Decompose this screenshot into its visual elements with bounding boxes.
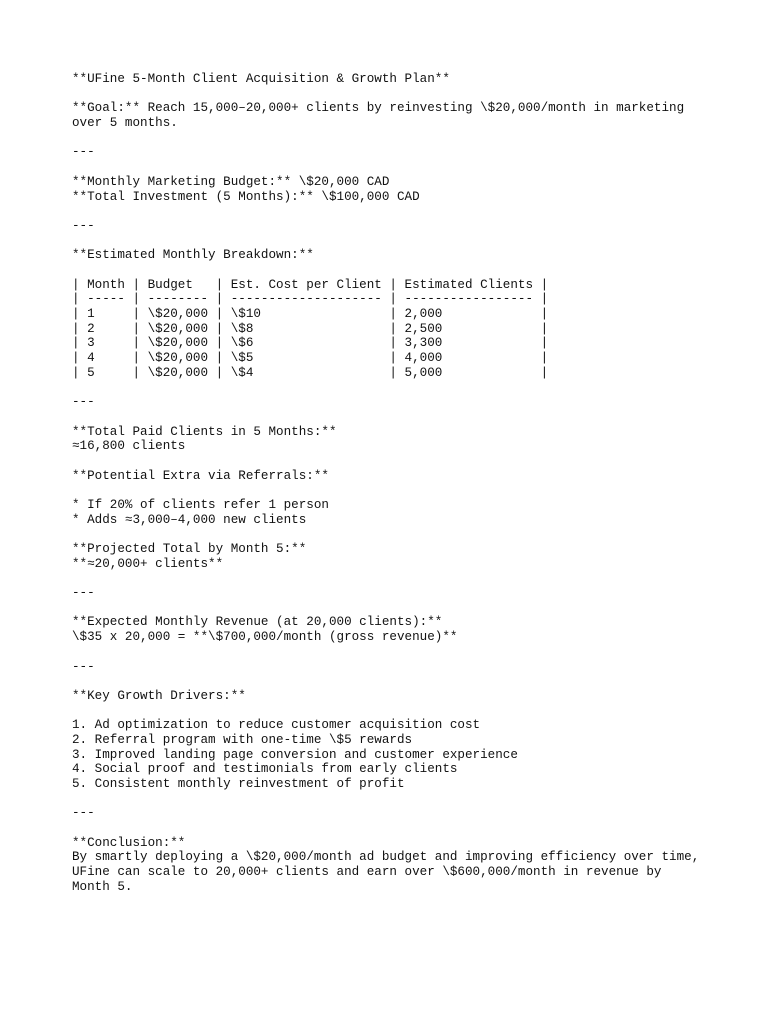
investment-line: **Total Investment (5 Months):** \$100,000 CAD xyxy=(72,189,420,204)
revenue-heading: **Expected Monthly Revenue (at 20,000 clients):** xyxy=(72,615,443,630)
spacer xyxy=(72,204,752,219)
revenue-value: \$35 x 20,000 = **\$700,000/month (gross revenue)** xyxy=(72,630,458,645)
budget-line: **Monthly Marketing Budget:** \$20,000 CAD xyxy=(72,174,390,189)
spacer xyxy=(72,87,752,102)
table-row: | 4 | \$20,000 | \$5 | 4,000 | xyxy=(72,351,549,366)
spacer xyxy=(72,454,752,469)
goal-line: **Goal:** Reach 15,000–20,000+ clients by reinvesting \$20,000/month in marketing xyxy=(72,101,685,116)
table-row: | 2 | \$20,000 | \$8 | 2,500 | xyxy=(72,321,549,336)
spacer xyxy=(72,601,752,616)
separator: --- xyxy=(72,806,95,821)
conclusion-line: By smartly deploying a \$20,000/month ad budget and improving efficiency over time, xyxy=(72,850,700,865)
document-title: **UFine 5-Month Client Acquisition & Growth Plan** xyxy=(72,72,450,86)
spacer xyxy=(72,674,752,689)
spacer xyxy=(72,234,752,249)
spacer xyxy=(72,527,752,542)
separator: --- xyxy=(72,218,95,233)
projected-value: **≈20,000+ clients** xyxy=(72,556,224,571)
spacer xyxy=(72,131,752,146)
conclusion-heading: **Conclusion:** xyxy=(72,835,186,850)
separator: --- xyxy=(72,395,95,410)
separator: --- xyxy=(72,659,95,674)
breakdown-table xyxy=(72,278,752,381)
list-item: 4. Social proof and testimonials from early clients xyxy=(72,762,458,777)
table-row: | ----- | -------- | -------------------- | ----------------- | xyxy=(72,292,549,307)
spacer xyxy=(72,792,752,807)
separator: --- xyxy=(72,586,95,601)
spacer xyxy=(72,704,752,719)
spacer xyxy=(72,483,752,498)
spacer xyxy=(72,263,752,278)
list-item: 1. Ad optimization to reduce customer acquisition cost xyxy=(72,718,481,733)
breakdown-heading: **Estimated Monthly Breakdown:** xyxy=(72,248,314,263)
document-page xyxy=(72,72,752,895)
separator: --- xyxy=(72,145,95,160)
spacer xyxy=(72,645,752,660)
projected-heading: **Projected Total by Month 5:** xyxy=(72,542,307,556)
spacer xyxy=(72,380,752,395)
conclusion-line: Month 5. xyxy=(72,879,133,894)
table-row: | 5 | \$20,000 | \$4 | 5,000 | xyxy=(72,365,549,380)
spacer xyxy=(72,160,752,175)
drivers-heading: **Key Growth Drivers:** xyxy=(72,688,246,703)
spacer xyxy=(72,410,752,425)
referrals-heading: **Potential Extra via Referrals:** xyxy=(72,468,329,483)
table-row: | Month | Budget | Est. Cost per Client | Estimated Clients | xyxy=(72,277,549,292)
list-item: * If 20% of clients refer 1 person xyxy=(72,497,329,512)
list-item: 3. Improved landing page conversion and customer experience xyxy=(72,747,518,762)
list-item: * Adds ≈3,000–4,000 new clients xyxy=(72,512,307,527)
list-item: 2. Referral program with one-time \$5 rewards xyxy=(72,732,413,747)
list-item: 5. Consistent monthly reinvestment of profit xyxy=(72,777,405,791)
goal-line: over 5 months. xyxy=(72,116,178,131)
spacer xyxy=(72,821,752,836)
total-paid-heading: **Total Paid Clients in 5 Months:** xyxy=(72,424,337,439)
table-row: | 3 | \$20,000 | \$6 | 3,300 | xyxy=(72,336,549,351)
table-row: | 1 | \$20,000 | \$10 | 2,000 | xyxy=(72,307,549,321)
spacer xyxy=(72,571,752,586)
conclusion-line: UFine can scale to 20,000+ clients and earn over \$600,000/month in revenue by xyxy=(72,865,662,880)
total-paid-value: ≈16,800 clients xyxy=(72,439,186,454)
